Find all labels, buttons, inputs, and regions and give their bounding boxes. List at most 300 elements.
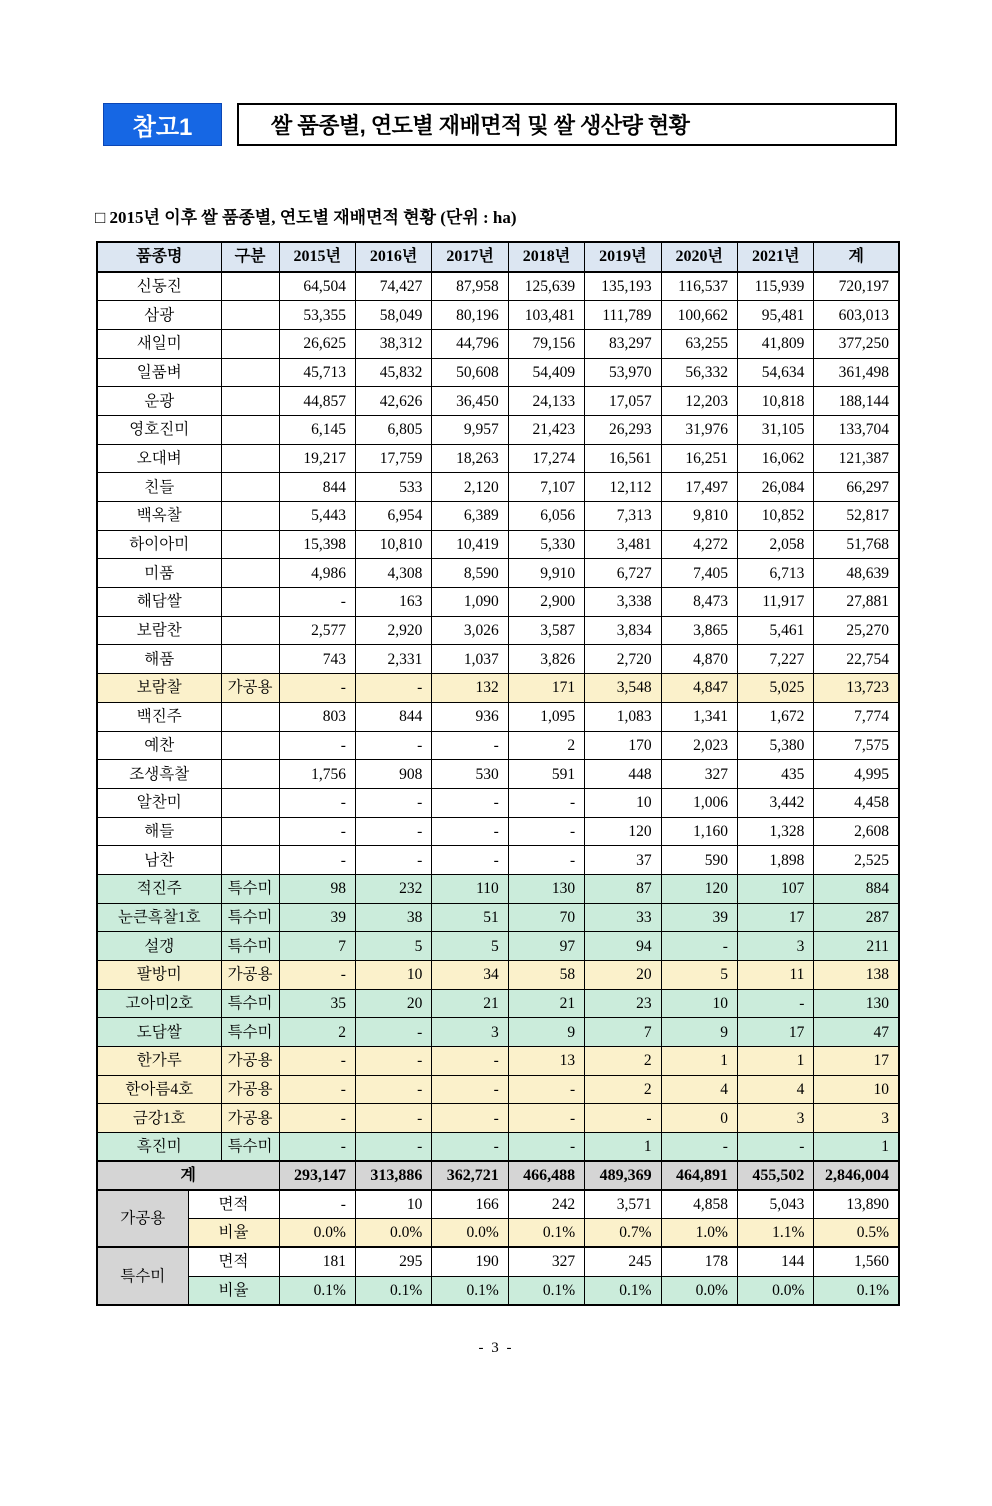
area-value: 2,720 xyxy=(585,645,661,674)
variety-name: 흑진미 xyxy=(97,1133,221,1162)
variety-category: 특수미 xyxy=(221,1018,279,1047)
variety-name: 해담쌀 xyxy=(97,588,221,617)
area-value: 26,625 xyxy=(279,329,355,358)
area-value: 19,217 xyxy=(279,444,355,473)
area-value: 26,293 xyxy=(585,415,661,444)
area-value: - xyxy=(737,1133,813,1162)
area-value: - xyxy=(508,788,584,817)
area-value: 3,865 xyxy=(661,616,737,645)
area-value: - xyxy=(355,1018,431,1047)
table-caption: □ 2015년 이후 쌀 품종별, 연도별 재배면적 현황 (단위 : ha) xyxy=(95,208,517,227)
summary-row xyxy=(97,1219,899,1248)
summary-value: 0.1% xyxy=(279,1276,355,1305)
summary-value: 5,043 xyxy=(737,1190,813,1219)
area-value: 844 xyxy=(355,702,431,731)
variety-category xyxy=(221,645,279,674)
area-value: - xyxy=(661,1133,737,1162)
summary-value: 144 xyxy=(737,1247,813,1276)
area-value: 7,405 xyxy=(661,559,737,588)
table-row xyxy=(97,444,899,473)
area-value: 12,112 xyxy=(585,473,661,502)
area-value: 3,481 xyxy=(585,530,661,559)
variety-name: 적진주 xyxy=(97,874,221,903)
area-value: 23 xyxy=(585,989,661,1018)
area-value: 2 xyxy=(508,731,584,760)
area-value: - xyxy=(355,1104,431,1133)
table-row xyxy=(97,903,899,932)
variety-name: 고아미2호 xyxy=(97,989,221,1018)
area-value: 21,423 xyxy=(508,415,584,444)
variety-name: 알찬미 xyxy=(97,788,221,817)
area-value: 47 xyxy=(814,1018,899,1047)
area-value: 4,995 xyxy=(814,760,899,789)
total-label: 계 xyxy=(97,1161,279,1190)
column-header-2020: 2020년 xyxy=(661,242,737,272)
area-value: - xyxy=(355,788,431,817)
summary-sub-label: 면적 xyxy=(188,1190,279,1219)
column-header-2015: 2015년 xyxy=(279,242,355,272)
table-row xyxy=(97,702,899,731)
summary-value: 4,858 xyxy=(661,1190,737,1219)
variety-category xyxy=(221,530,279,559)
variety-name: 예찬 xyxy=(97,731,221,760)
area-value: 66,297 xyxy=(814,473,899,502)
area-value: 24,133 xyxy=(508,387,584,416)
area-value: 211 xyxy=(814,932,899,961)
area-value: 5,443 xyxy=(279,502,355,531)
total-value: 313,886 xyxy=(355,1161,431,1190)
variety-name: 금강1호 xyxy=(97,1104,221,1133)
area-value: 16,251 xyxy=(661,444,737,473)
area-value: 7,107 xyxy=(508,473,584,502)
area-value: - xyxy=(508,1104,584,1133)
area-value: 1 xyxy=(661,1047,737,1076)
variety-name: 한가루 xyxy=(97,1047,221,1076)
variety-name: 보람찰 xyxy=(97,674,221,703)
area-value: 138 xyxy=(814,961,899,990)
variety-category xyxy=(221,272,279,301)
table-row xyxy=(97,731,899,760)
area-value: 530 xyxy=(432,760,508,789)
area-value: 44,796 xyxy=(432,329,508,358)
area-value: 6,954 xyxy=(355,502,431,531)
area-value: 5 xyxy=(661,961,737,990)
area-value: - xyxy=(355,1047,431,1076)
area-value: 27,881 xyxy=(814,588,899,617)
area-value: 188,144 xyxy=(814,387,899,416)
variety-name: 설갱 xyxy=(97,932,221,961)
area-value: 37 xyxy=(585,846,661,875)
area-value: 39 xyxy=(279,903,355,932)
table-row xyxy=(97,846,899,875)
area-value: 4,986 xyxy=(279,559,355,588)
variety-category: 특수미 xyxy=(221,1133,279,1162)
area-value: 7,774 xyxy=(814,702,899,731)
area-value: 3,548 xyxy=(585,674,661,703)
table-row xyxy=(97,788,899,817)
area-value: 2,058 xyxy=(737,530,813,559)
area-value: 1 xyxy=(814,1133,899,1162)
area-value: 63,255 xyxy=(661,329,737,358)
variety-name: 남찬 xyxy=(97,846,221,875)
summary-value: 0.1% xyxy=(508,1219,584,1248)
variety-name: 팔방미 xyxy=(97,961,221,990)
area-value: 1,672 xyxy=(737,702,813,731)
area-value: 64,504 xyxy=(279,272,355,301)
area-value: 10 xyxy=(355,961,431,990)
area-value: - xyxy=(737,989,813,1018)
area-value: 10,818 xyxy=(737,387,813,416)
area-value: 5 xyxy=(355,932,431,961)
variety-name: 영호진미 xyxy=(97,415,221,444)
area-value: 1,037 xyxy=(432,645,508,674)
table-row xyxy=(97,387,899,416)
variety-category xyxy=(221,473,279,502)
area-value: 377,250 xyxy=(814,329,899,358)
area-value: 87 xyxy=(585,874,661,903)
page-header xyxy=(103,103,992,146)
area-value: 5,380 xyxy=(737,731,813,760)
total-value: 464,891 xyxy=(661,1161,737,1190)
area-value: 15,398 xyxy=(279,530,355,559)
area-value: 3 xyxy=(737,932,813,961)
area-value: - xyxy=(585,1104,661,1133)
total-value: 489,369 xyxy=(585,1161,661,1190)
area-value: 133,704 xyxy=(814,415,899,444)
variety-category xyxy=(221,502,279,531)
area-value: 2,331 xyxy=(355,645,431,674)
table-row xyxy=(97,272,899,301)
area-value: 10,419 xyxy=(432,530,508,559)
table-row xyxy=(97,817,899,846)
area-value: 7,227 xyxy=(737,645,813,674)
area-value: 1,160 xyxy=(661,817,737,846)
area-value: - xyxy=(508,817,584,846)
variety-name: 신동진 xyxy=(97,272,221,301)
area-value: 115,939 xyxy=(737,272,813,301)
table-row xyxy=(97,674,899,703)
area-value: 7,313 xyxy=(585,502,661,531)
area-value: 5,461 xyxy=(737,616,813,645)
area-value: 287 xyxy=(814,903,899,932)
variety-category: 가공용 xyxy=(221,1075,279,1104)
area-value: 42,626 xyxy=(355,387,431,416)
area-value: 1,756 xyxy=(279,760,355,789)
summary-value: 242 xyxy=(508,1190,584,1219)
area-value: - xyxy=(279,588,355,617)
area-value: 1,328 xyxy=(737,817,813,846)
table-header-row xyxy=(97,242,899,272)
area-value: - xyxy=(432,846,508,875)
area-value: 80,196 xyxy=(432,301,508,330)
page-title: 쌀 품종별, 연도별 재배면적 및 쌀 생산량 현황 xyxy=(237,103,897,146)
area-value: 590 xyxy=(661,846,737,875)
summary-value: 0.1% xyxy=(355,1276,431,1305)
variety-name: 미품 xyxy=(97,559,221,588)
table-row xyxy=(97,645,899,674)
area-value: 97 xyxy=(508,932,584,961)
area-value: - xyxy=(355,1075,431,1104)
area-value: 533 xyxy=(355,473,431,502)
table-row xyxy=(97,1018,899,1047)
area-value: - xyxy=(355,731,431,760)
area-value: 6,713 xyxy=(737,559,813,588)
area-value: 720,197 xyxy=(814,272,899,301)
area-value: - xyxy=(432,1075,508,1104)
area-value: 4,458 xyxy=(814,788,899,817)
summary-value: 0.0% xyxy=(661,1276,737,1305)
area-value: 2,900 xyxy=(508,588,584,617)
area-value: 2,525 xyxy=(814,846,899,875)
table-row xyxy=(97,1047,899,1076)
table-row xyxy=(97,932,899,961)
area-value: 130 xyxy=(814,989,899,1018)
area-value: 16,561 xyxy=(585,444,661,473)
area-value: 116,537 xyxy=(661,272,737,301)
area-value: 54,634 xyxy=(737,358,813,387)
column-header-2019: 2019년 xyxy=(585,242,661,272)
area-value: - xyxy=(661,932,737,961)
area-value: 2 xyxy=(585,1075,661,1104)
variety-rows xyxy=(97,272,899,1161)
area-value: 3,442 xyxy=(737,788,813,817)
area-value: 83,297 xyxy=(585,329,661,358)
area-value: - xyxy=(432,731,508,760)
area-value: 7 xyxy=(279,932,355,961)
column-header-category: 구분 xyxy=(221,242,279,272)
area-value: - xyxy=(508,1133,584,1162)
variety-category xyxy=(221,559,279,588)
variety-category xyxy=(221,358,279,387)
area-value: 38 xyxy=(355,903,431,932)
area-value: 132 xyxy=(432,674,508,703)
area-value: 121,387 xyxy=(814,444,899,473)
summary-value: 0.0% xyxy=(279,1219,355,1248)
variety-name: 해들 xyxy=(97,817,221,846)
summary-value: 245 xyxy=(585,1247,661,1276)
variety-category: 가공용 xyxy=(221,961,279,990)
variety-category xyxy=(221,702,279,731)
area-value: 51,768 xyxy=(814,530,899,559)
summary-row xyxy=(97,1276,899,1305)
area-value: 130 xyxy=(508,874,584,903)
summary-value: 0.7% xyxy=(585,1219,661,1248)
summary-value: 181 xyxy=(279,1247,355,1276)
area-value: 9,810 xyxy=(661,502,737,531)
area-value: 50,608 xyxy=(432,358,508,387)
area-value: 4,847 xyxy=(661,674,737,703)
table-row xyxy=(97,1104,899,1133)
area-value: 31,105 xyxy=(737,415,813,444)
area-value: 120 xyxy=(661,874,737,903)
area-value: 120 xyxy=(585,817,661,846)
area-value: 435 xyxy=(737,760,813,789)
area-value: 6,145 xyxy=(279,415,355,444)
area-value: 1,083 xyxy=(585,702,661,731)
area-value: 13,723 xyxy=(814,674,899,703)
area-value: 936 xyxy=(432,702,508,731)
area-value: - xyxy=(508,846,584,875)
area-value: 2 xyxy=(279,1018,355,1047)
summary-value: 0.5% xyxy=(814,1219,899,1248)
area-value: 1,898 xyxy=(737,846,813,875)
variety-name: 백진주 xyxy=(97,702,221,731)
area-value: - xyxy=(432,1133,508,1162)
summary-value: 1.0% xyxy=(661,1219,737,1248)
variety-category xyxy=(221,846,279,875)
area-value: 6,727 xyxy=(585,559,661,588)
summary-value: 3,571 xyxy=(585,1190,661,1219)
area-value: 25,270 xyxy=(814,616,899,645)
area-value: 9,910 xyxy=(508,559,584,588)
area-value: 6,389 xyxy=(432,502,508,531)
area-value: 34 xyxy=(432,961,508,990)
variety-name: 한아름4호 xyxy=(97,1075,221,1104)
area-value: - xyxy=(432,1047,508,1076)
table-row xyxy=(97,473,899,502)
area-value: - xyxy=(279,1133,355,1162)
variety-category xyxy=(221,415,279,444)
summary-sub-label: 비율 xyxy=(188,1219,279,1248)
variety-name: 도담쌀 xyxy=(97,1018,221,1047)
area-value: 4 xyxy=(737,1075,813,1104)
area-value: - xyxy=(279,1104,355,1133)
variety-category xyxy=(221,616,279,645)
area-value: 51 xyxy=(432,903,508,932)
summary-value: 0.0% xyxy=(432,1219,508,1248)
area-value: 56,332 xyxy=(661,358,737,387)
area-value: 53,970 xyxy=(585,358,661,387)
variety-name: 새일미 xyxy=(97,329,221,358)
area-value: 74,427 xyxy=(355,272,431,301)
variety-category xyxy=(221,731,279,760)
area-value: 20 xyxy=(585,961,661,990)
total-value: 455,502 xyxy=(737,1161,813,1190)
area-value: 5 xyxy=(432,932,508,961)
area-value: 94 xyxy=(585,932,661,961)
variety-category: 가공용 xyxy=(221,1104,279,1133)
column-header-2016: 2016년 xyxy=(355,242,431,272)
area-value: 54,409 xyxy=(508,358,584,387)
area-value: 21 xyxy=(508,989,584,1018)
area-value: 95,481 xyxy=(737,301,813,330)
area-value: 11,917 xyxy=(737,588,813,617)
variety-category: 특수미 xyxy=(221,874,279,903)
area-value: 5,330 xyxy=(508,530,584,559)
area-value: 4,272 xyxy=(661,530,737,559)
area-value: 17,057 xyxy=(585,387,661,416)
area-value: 38,312 xyxy=(355,329,431,358)
column-header-2017: 2017년 xyxy=(432,242,508,272)
variety-name: 운광 xyxy=(97,387,221,416)
variety-category: 가공용 xyxy=(221,674,279,703)
area-value: - xyxy=(279,846,355,875)
area-value: 3 xyxy=(432,1018,508,1047)
summary-value: 0.1% xyxy=(814,1276,899,1305)
area-value: 10,852 xyxy=(737,502,813,531)
variety-category xyxy=(221,444,279,473)
area-value: 17,759 xyxy=(355,444,431,473)
area-value: 7,575 xyxy=(814,731,899,760)
total-value: 2,846,004 xyxy=(814,1161,899,1190)
summary-row xyxy=(97,1247,899,1276)
area-value: 7 xyxy=(585,1018,661,1047)
summary-value: 166 xyxy=(432,1190,508,1219)
area-value: 8,473 xyxy=(661,588,737,617)
area-value: 17 xyxy=(737,903,813,932)
page-number: - 3 - xyxy=(478,1339,514,1356)
area-value: 18,263 xyxy=(432,444,508,473)
area-value: 98 xyxy=(279,874,355,903)
area-value: 1 xyxy=(737,1047,813,1076)
summary-value: 190 xyxy=(432,1247,508,1276)
area-value: 22,754 xyxy=(814,645,899,674)
summary-group-label: 특수미 xyxy=(97,1247,188,1304)
area-value: 803 xyxy=(279,702,355,731)
reference-badge: 참고1 xyxy=(103,103,222,146)
area-value: 103,481 xyxy=(508,301,584,330)
total-value: 466,488 xyxy=(508,1161,584,1190)
variety-category xyxy=(221,817,279,846)
area-value: 9,957 xyxy=(432,415,508,444)
area-value: 908 xyxy=(355,760,431,789)
table-row xyxy=(97,1075,899,1104)
area-value: 36,450 xyxy=(432,387,508,416)
area-value: 16,062 xyxy=(737,444,813,473)
table-row xyxy=(97,874,899,903)
area-value: - xyxy=(279,1047,355,1076)
area-value: 3,026 xyxy=(432,616,508,645)
variety-name: 오대벼 xyxy=(97,444,221,473)
area-value: 163 xyxy=(355,588,431,617)
area-value: - xyxy=(432,1104,508,1133)
area-value: 448 xyxy=(585,760,661,789)
area-value: 603,013 xyxy=(814,301,899,330)
column-header-2021: 2021년 xyxy=(737,242,813,272)
total-value: 362,721 xyxy=(432,1161,508,1190)
summary-value: 1,560 xyxy=(814,1247,899,1276)
area-value: - xyxy=(279,674,355,703)
area-value: 327 xyxy=(661,760,737,789)
variety-name: 보람찬 xyxy=(97,616,221,645)
area-value: 743 xyxy=(279,645,355,674)
cultivation-area-table xyxy=(96,241,900,1306)
area-value: 52,817 xyxy=(814,502,899,531)
table-row xyxy=(97,329,899,358)
area-value: - xyxy=(432,788,508,817)
area-value: - xyxy=(355,674,431,703)
variety-name: 하이아미 xyxy=(97,530,221,559)
table-row xyxy=(97,301,899,330)
area-value: - xyxy=(279,817,355,846)
area-value: 125,639 xyxy=(508,272,584,301)
variety-name: 일품벼 xyxy=(97,358,221,387)
table-row xyxy=(97,616,899,645)
column-header-variety: 품종명 xyxy=(97,242,221,272)
area-value: 9 xyxy=(661,1018,737,1047)
variety-name: 백옥찰 xyxy=(97,502,221,531)
area-value: 1 xyxy=(585,1133,661,1162)
area-value: 20 xyxy=(355,989,431,1018)
area-value: 44,857 xyxy=(279,387,355,416)
area-value: 6,056 xyxy=(508,502,584,531)
area-value: 232 xyxy=(355,874,431,903)
area-value: - xyxy=(279,1075,355,1104)
summary-value: 178 xyxy=(661,1247,737,1276)
area-value: - xyxy=(355,817,431,846)
table-row xyxy=(97,358,899,387)
variety-category: 가공용 xyxy=(221,1047,279,1076)
